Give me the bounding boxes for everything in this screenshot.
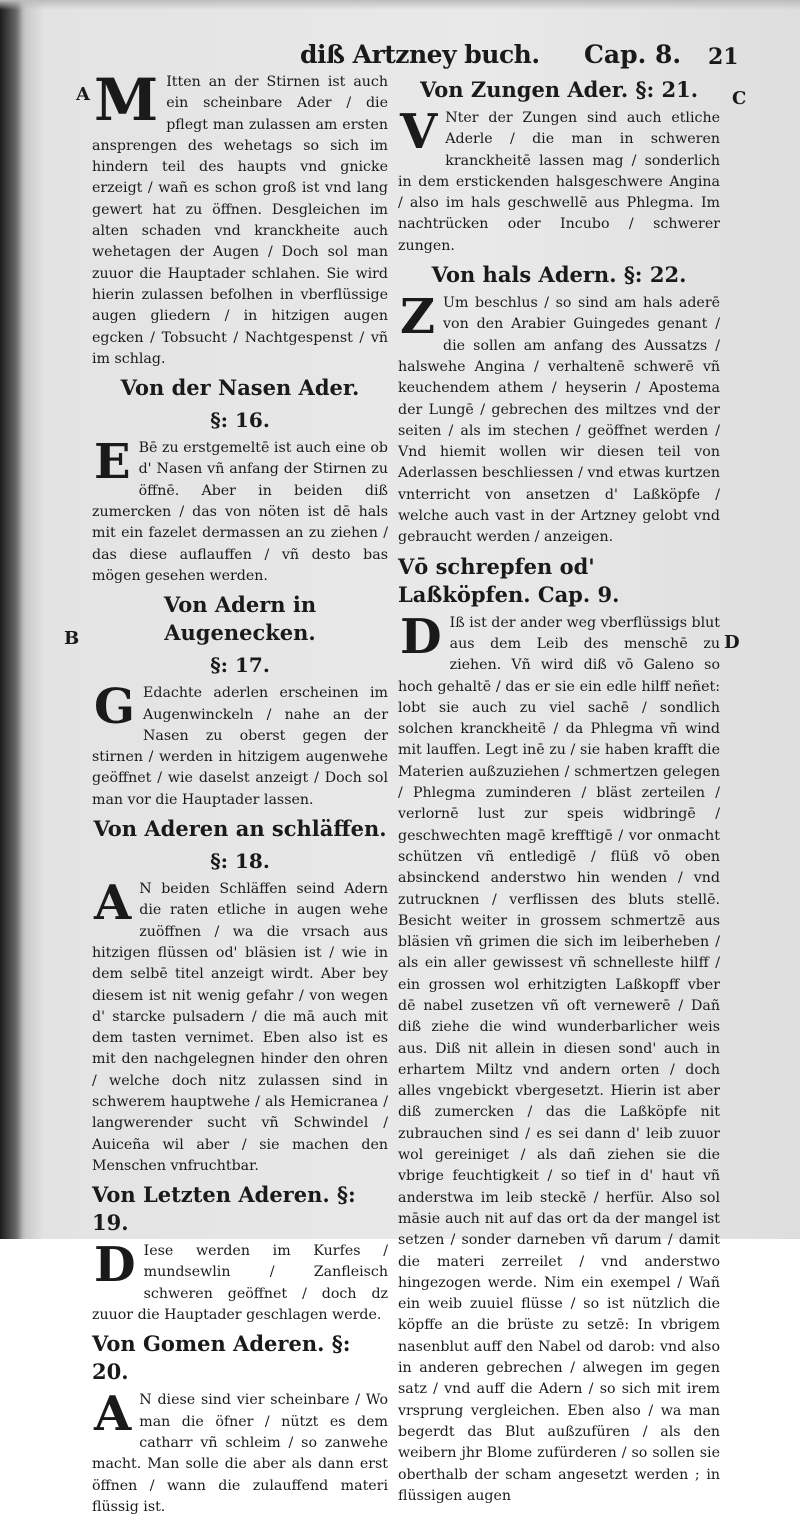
s18-heading: Von Aderen an schläffen. — [93, 816, 387, 842]
page-top-edge — [0, 0, 800, 10]
chapter9-paragraph — [398, 608, 720, 1507]
s19-heading: Von Letzten Aderen. §: 19. — [92, 1182, 356, 1236]
s18-text: N beiden Schläffen seind Adern die raten etliche in augen wehe zuöffnen / wa die vrsach aus hitzigen flüssen od' bläsien ist / wie in dem selbē titel anzeigt wirdt. Aber bey diesem ist nit wenig gefahr / von wegen d' starcke pulsadern / die mā auch mit dem tasten vernimet. Eben also ist es mit den nachgelegnen hinder den ohren / welche doch nitz zulassen sind in schwerem hauptwehe / als Hemicranea / langwerender sucht vñ Schwindel / Auiceña wil aber / sie machen den Menschen vnfruchtbar. — [92, 881, 388, 1174]
page-fold-shadow — [0, 0, 22, 1239]
chapter9-text: Iß ist der ander weg vberflüssigs blut aus dem Leib des menschē zu ziehen. Vñ wird diß vō Galeno so hoch gehaltē / das er sie ein edle hilff neñet: lobt sie auch zu viel sachē / sondlich solchen kranckheitē / da Phlegma vñ wind mit lauffen. Legt inē zu / sie haben krafft die Materien außzuziehen / schmertzen gelegen / Phlegma zuminderen / bläst zerteilen / verlornē lust zur speis widbringē / geschwechten magē krefftigē / vor onmacht schützen vñ entledigē / flüß vō oben absinckend anderstwo hin wenden / vnd zutrucknen / verflissen des bluts stellē. Besicht weiter in grossem schmertzē aus bläsien vñ grimen die sich im leiberheben / als ein aller gewissest vñ schnelleste hilff / ein grossen wol erhitzigten Laßkopff vber dē nabel zusetzen vñ oft vernewerē / Dañ diß ziehe die wind wunderbarlicher weis aus. Diß nit allein in diesen sond' auch in erhartem Miltz vnd andern orten / doch alles vngebickt vbergesetzt. Hierin ist aber diß zumercken / das die Laßköpfe nit zubrauchen sind / es sei dann d' leib zuuor wol gereiniget / als dañ ziehen sie die vbrige feuchtigkeit / so tief in d' haut vñ anderstwa im leib steckē / herfür. Also sol māsie auch nit auf das ort da der mangel ist setzen / sonder darneben vñ darum / damit die materi zerreilet / vnd anderstwo hingezogen werde. Nim ein exempel / Wañ ein weib zuuiel flüsse / so ist nützlich die köpffe an die brüste zu setzē: In vbrigem nasenblut auff den Nabel od darob: vnd also in anderen gebrechen / alwegen im gegen satz / vnd auff die Adern / so sich mit irem vrsprung vergleichen. Eben also / wa man begerdt das Blut außzufüren / als den weibern jhr Blome zufürderen / so sollen sie oberthalb der scham angesetzt werden ; in flüssigen augen — [398, 614, 720, 1504]
s16-dropcap: E — [94, 434, 131, 491]
s22-dropcap: Z — [400, 289, 436, 346]
intro-dropcap: M — [94, 66, 159, 134]
s16-number: §: 16. — [210, 408, 270, 433]
s16-heading: Von der Nasen Ader. — [120, 375, 360, 401]
s21-dropcap: V — [400, 104, 438, 160]
s19-text: Iese werden im Kurfes / mundsewlin / Zanfleisch schweren geöffnet / doch dz zuuor die Hauptader geschlagen werde. — [92, 1243, 388, 1324]
s21-heading: Von Zungen Ader. §: 21. — [419, 77, 699, 102]
s22-paragraph — [398, 289, 720, 549]
s21-text: Nter der Zungen sind auch etliche Aderle / die man in schweren kranckheitē lassen mag / sonderlich in dem erstickenden halsgeschwere Angina / also im hals geschwellē aus Phlegma. Im nachtrücken oder Incubo / schwerer zungen. — [398, 110, 720, 254]
margin-letter-d: D — [724, 632, 740, 653]
s17-dropcap: G — [94, 679, 135, 736]
s18-number: §: 18. — [210, 849, 270, 874]
intro-text: Itten an der Stirnen ist auch ein scheinbare Ader / die pflegt man zulassen am ersten ansprengen des wehetags so sich im hindern teil des haupts vnd gnicke erzeigt / wañ es schon groß ist vnd lang gewert hat zu öffnen. Desgleichen im alten schaden vnd kranckheite auch wehetagen der Augen / Doch sol man zuuor die Hauptader schlahen. Sie wird hierin zulassen befolhen in vberflüssige augen gliedern / in hitzigen augen egcken / Tobsucht / Nachtgespenst / vñ im schlag. — [92, 74, 388, 367]
page-number: 21 — [708, 44, 739, 70]
margin-letter-c: C — [732, 88, 747, 109]
margin-letter-a: A — [76, 84, 90, 105]
s17-text: Edachte aderlen erscheinen im Augenwinckeln / nahe an der Nasen zu oberst gegen der stirnen / werden in hitzigem augenwehe geöffnet / wie daselst anzeigt / Doch sol man vor die Hauptader lassen. — [92, 685, 388, 808]
s22-heading: Von hals Adern. §: 22. — [431, 262, 687, 288]
chapter9-dropcap: D — [400, 608, 442, 665]
intro-paragraph — [92, 66, 388, 370]
s18-paragraph — [92, 875, 388, 1177]
s19-dropcap: D — [94, 1237, 136, 1294]
s20-text: N diese sind vier scheinbare / Wo man die öfner / nützt es dem catharr vñ schleim / so zanwehe macht. Man solle die aber als dann erst öffnen / wann die zulauffend materi flüssig ist. — [92, 1392, 388, 1515]
s21-paragraph — [398, 104, 720, 257]
s17-number: §: 17. — [210, 653, 270, 678]
running-head-chapter: Cap. 8. — [584, 40, 682, 69]
right-column — [398, 72, 720, 1511]
s17-paragraph — [92, 679, 388, 811]
chapter9-heading: Vō schrepfen od' Laßköpfen. Cap. 9. — [398, 553, 620, 607]
s20-paragraph — [92, 1386, 388, 1518]
left-column — [92, 66, 388, 1522]
s17-heading: Von Adern in Augenecken. — [163, 592, 317, 646]
s20-heading: Von Gomen Aderen. §: 20. — [92, 1331, 351, 1385]
s16-paragraph — [92, 434, 388, 587]
s19-paragraph — [92, 1237, 388, 1326]
margin-letter-b: B — [64, 628, 80, 649]
running-head-title: diß Artzney buch. — [300, 40, 540, 69]
s16-text: Bē zu erstgemeltē ist auch eine ob d' Nasen vñ anfang der Stirnen zu öffnē. Aber in beiden diß zumercken / das von nöten ist dē hals mit ein fazelet dermassen an zu ziehen / das diese auflauffen / vñ desto bas mögen gesehen werden. — [92, 440, 388, 584]
s22-text: Um beschlus / so sind am hals aderē von den Arabier Guingedes genant / die sollen am anfang des Aussatzs / halswehe Angina / verhaltenē schwerē vñ keuchendem athem / heyserin / Apostema der Lungē / gebrechen des miltzes vnd der seiten / als im stechen / geöffnet werden / Vnd hiemit wollen wir diesen teil von Aderlassen beschliessen / vnd etwas kurtzen vnterricht von ansetzen d' Laßköpfe / welche auch vast in der Artzney gelobt vnd gebraucht werden / anzeigen. — [398, 295, 720, 546]
s18-dropcap: A — [94, 875, 132, 932]
s20-dropcap: A — [94, 1386, 132, 1443]
